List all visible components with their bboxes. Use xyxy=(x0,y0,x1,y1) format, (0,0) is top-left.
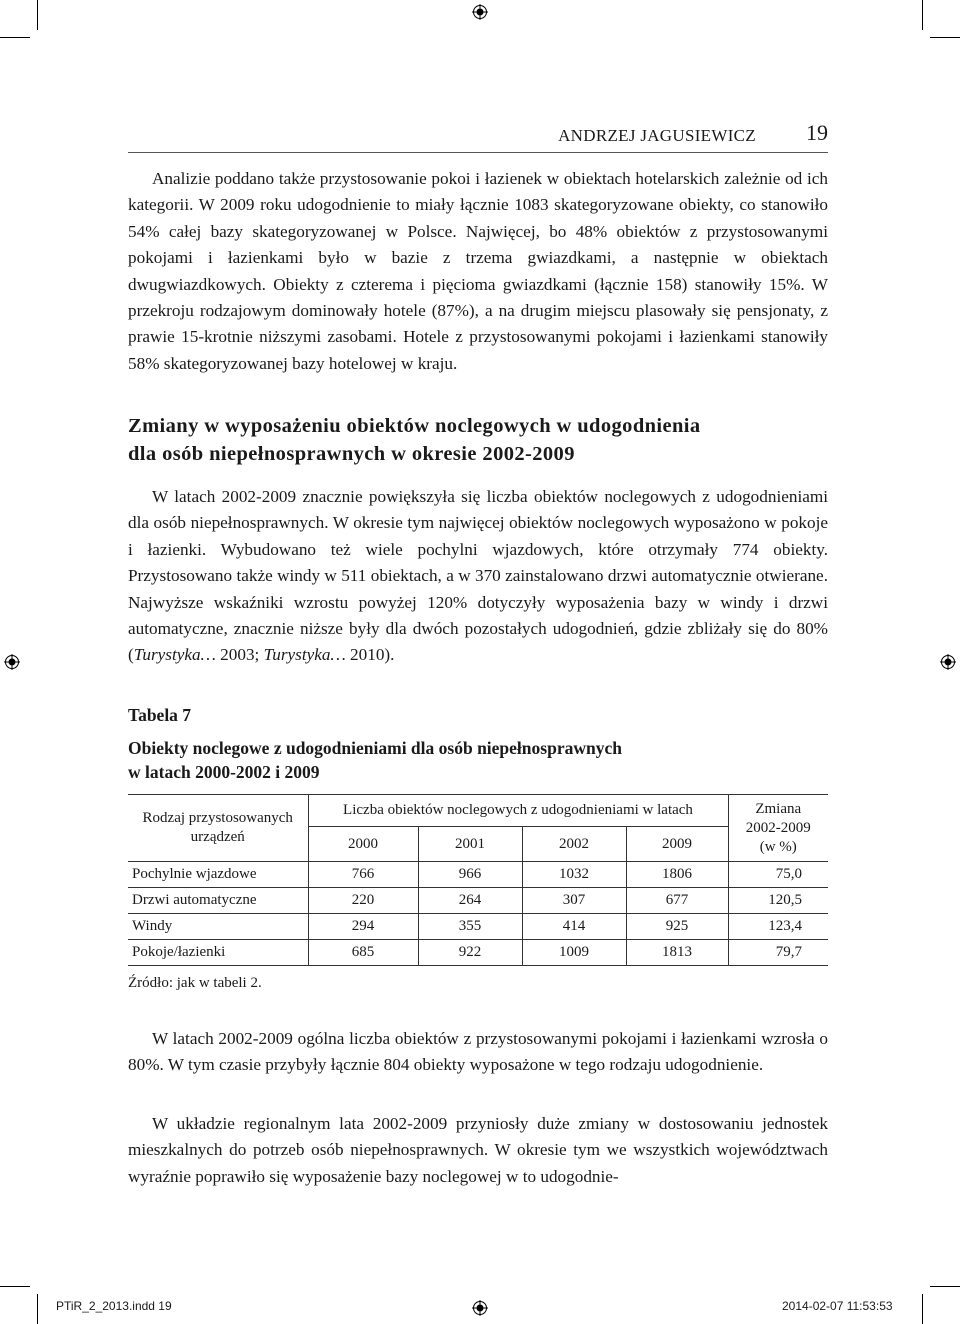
table-cell: 220 xyxy=(308,888,418,914)
table-cell: 79,7 xyxy=(728,940,828,966)
column-header-year: 2000 xyxy=(308,827,418,862)
column-header-change: Zmiana 2002-2009 (w %) xyxy=(728,795,828,862)
crop-mark xyxy=(37,1294,38,1324)
table-row xyxy=(128,888,828,914)
column-header-year: 2002 xyxy=(522,827,626,862)
crop-mark xyxy=(0,37,30,38)
registration-mark-icon xyxy=(472,1300,488,1316)
paragraph-2: W latach 2002-2009 znacznie powiększyła się liczba obiektów noclegowych z udogodnieniami dla osób niepełnosprawnych. W okresie tym najwięcej obiektów noclegowych wyposażono w pokoje i łazienki. Wybudowano też wiele pochylni wjazdowych, które otrzymały 774 obiekty. Przystosowano także windy w 511 obiektach, a w 370 zainstalowano drzwi automatycznie otwierane. Najwyższe wskaźniki wzrostu powyżej 120% dotyczyły wyposażenia bazy w windy i drzwi automatyczne, znacznie niższe były dla dwóch pozostałych udogodnień, gdzie zbliżały się do 80% (Turystyka… 2003; Turystyka… 2010). xyxy=(128,487,828,665)
table-cell: 414 xyxy=(522,914,626,940)
column-header-count: Liczba obiektów noclegowych z udogodnieniami w latach xyxy=(308,795,728,827)
running-header xyxy=(128,120,828,152)
section-heading xyxy=(128,412,828,468)
table-cell: 1009 xyxy=(522,940,626,966)
print-slug-timestamp: 2014-02-07 11:53:53 xyxy=(782,1299,893,1313)
paragraph-4: W układzie regionalnym lata 2002-2009 przyniosły duże zmiany w dostosowaniu jednostek mieszkalnych do potrzeb osób niepełnosprawnych. W okresie tym we wszystkich województwach wyraźnie poprawiło się wyposażenie bazy noclegowej w to udogodnie- xyxy=(128,1114,828,1186)
header-rule xyxy=(128,152,828,153)
column-header-year: 2009 xyxy=(626,827,728,862)
table-cell: 294 xyxy=(308,914,418,940)
column-header-type: Rodzaj przystosowanych urządzeń xyxy=(128,795,308,862)
paragraph-3: W latach 2002-2009 ogólna liczba obiektów z przystosowanymi pokojami i łazienkami wzrosła o 80%. W tym czasie przybyły łącznie 804 obiekty wyposażone w tego rodzaju udogodnienie. xyxy=(128,1029,828,1075)
table-cell: 966 xyxy=(418,862,522,888)
section-heading-line-1: Zmiany w wyposażeniu obiektów noclegowych w udogodnienia xyxy=(128,415,701,437)
header-author: ANDRZEJ JAGUSIEWICZ xyxy=(558,126,756,145)
table-cell: 123,4 xyxy=(728,914,828,940)
column-header-year: 2001 xyxy=(418,827,522,862)
citation: Turystyka… xyxy=(263,645,346,665)
data-table xyxy=(128,794,828,966)
table-cell: 1806 xyxy=(626,862,728,888)
crop-mark xyxy=(0,1286,30,1287)
table-cell: 264 xyxy=(418,888,522,914)
crop-mark xyxy=(922,0,923,30)
paragraph-1: Analizie poddano także przystosowanie pokoi i łazienek w obiektach hotelarskich zależnie od ich kategorii. W 2009 roku udogodnienie to miały łącznie 1083 skategoryzowane obiekty, co stanowiło 54% całej bazy skategoryzowanej w Polsce. Najwięcej, bo 48% obiektów z przystosowanymi pokojami i łazienkami było w bazie z trzema gwiazdkami, a następnie w obiektach dwugwiazdkowych. Obiekty z czterema i pięcioma gwiazdkami (łącznie 158) stanowiły 15%. W przekroju rodzajowym dominowały hotele (87%), a na drugim miejscu plasowały się pensjonaty, z prawie 15-krotnie niższymi zasobami. Hotele z przystosowanymi pokojami i łazienkami stanowiły 58% skategoryzowanej bazy hotelowej w kraju. xyxy=(128,169,828,373)
print-slug-file: PTiR_2_2013.indd 19 xyxy=(56,1299,172,1313)
table-cell: 925 xyxy=(626,914,728,940)
crop-mark xyxy=(922,1294,923,1324)
table-cell: 75,0 xyxy=(728,862,828,888)
table-cell: Pochylnie wjazdowe xyxy=(128,862,308,888)
table-cell: 120,5 xyxy=(728,888,828,914)
registration-mark-icon xyxy=(940,654,956,670)
table-row xyxy=(128,940,828,966)
table-cell: 685 xyxy=(308,940,418,966)
citation: Turystyka… xyxy=(133,645,216,665)
page-number: 19 xyxy=(806,120,828,145)
table-row xyxy=(128,862,828,888)
table-cell: 1813 xyxy=(626,940,728,966)
table-label: Tabela 7 xyxy=(128,705,192,725)
table-cell: 766 xyxy=(308,862,418,888)
table-cell: Pokoje/łazienki xyxy=(128,940,308,966)
table-title: Obiekty noclegowe z udogodnieniami dla osób niepełnosprawnych w latach 2000-2002 i 2009 xyxy=(128,738,622,782)
registration-mark-icon xyxy=(4,654,20,670)
table-cell: 1032 xyxy=(522,862,626,888)
table-cell: 307 xyxy=(522,888,626,914)
crop-mark xyxy=(37,0,38,30)
table-cell: 677 xyxy=(626,888,728,914)
crop-mark xyxy=(930,37,960,38)
crop-mark xyxy=(930,1286,960,1287)
table-cell: Drzwi automatyczne xyxy=(128,888,308,914)
table-cell: 922 xyxy=(418,940,522,966)
section-heading-line-2: dla osób niepełnosprawnych w okresie 2002-2009 xyxy=(128,443,575,465)
table-cell: 355 xyxy=(418,914,522,940)
table-row xyxy=(128,914,828,940)
table-source: Źródło: jak w tabeli 2. xyxy=(128,975,262,991)
registration-mark-icon xyxy=(472,4,488,20)
table-cell: Windy xyxy=(128,914,308,940)
